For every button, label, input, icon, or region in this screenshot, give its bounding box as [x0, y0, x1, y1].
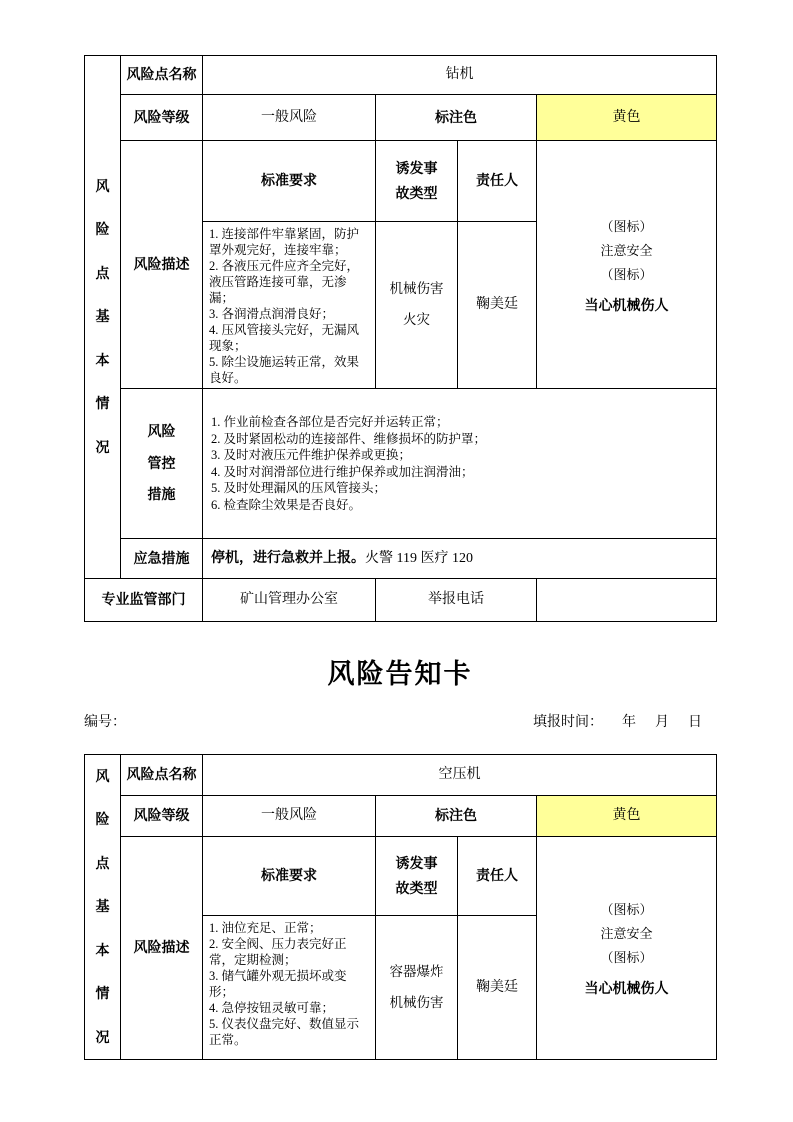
- side-category-cell: [85, 755, 121, 1060]
- list-item: 4. 压风管接头完好，无漏风现象；: [209, 323, 360, 353]
- sign-icon-placeholder: （图标）: [600, 902, 653, 917]
- marking-color-value: 黄色: [537, 796, 717, 837]
- fill-date-label: 填报时间：: [533, 715, 603, 730]
- side-category-label: 风 险 点 基 本 情 况: [95, 767, 110, 1045]
- accident-type-header-line1: 诱发事: [395, 854, 438, 871]
- emergency-action: 停机，进行急救并上报。: [211, 549, 365, 566]
- sign-caption: 注意安全: [600, 926, 653, 941]
- responsible-person-header: 责任人: [458, 141, 537, 222]
- sign-caption: 注意安全: [600, 242, 653, 258]
- serial-number-label: 编号：: [84, 715, 126, 730]
- list-item: 4. 及时对润滑部位进行维护保养或加注润滑油；: [211, 464, 474, 479]
- side-category-cell: [85, 56, 121, 579]
- supervising-department-value: 矿山管理办公室: [203, 579, 376, 622]
- list-item: 3. 储气罐外观无损坏或变形；: [209, 969, 347, 999]
- risk-control-label: [121, 389, 203, 539]
- sign-icon-placeholder: （图标）: [600, 218, 653, 234]
- page-title: 风险告知卡: [327, 659, 473, 689]
- warning-sign-area: [537, 141, 717, 389]
- document-page: [84, 0, 716, 1060]
- risk-control-label-line: 措施: [147, 486, 176, 503]
- sign-icon-placeholder: （图标）: [600, 950, 653, 965]
- accident-type-header-line2: 故类型: [395, 185, 438, 201]
- meta-line: [84, 710, 716, 732]
- risk-control-measures-list: [203, 389, 717, 539]
- report-hotline-value: [537, 579, 717, 622]
- list-item: 2. 及时紧固松动的连接部件、维修损坏的防护罩；: [211, 431, 487, 446]
- date-day-label: 日: [688, 715, 702, 730]
- risk-control-label-line: 风险: [147, 423, 176, 440]
- risk-description-label: 风险描述: [121, 141, 203, 389]
- sign-caption-warning: 当心机械伤人: [584, 296, 669, 313]
- standard-requirements-header: 标准要求: [203, 141, 376, 222]
- date-month-label: 月: [655, 715, 669, 730]
- risk-point-name-value: 钻机: [203, 56, 717, 95]
- accident-type-values: [376, 916, 458, 1060]
- risk-control-label-line: 管控: [147, 454, 176, 471]
- list-item: 6. 检查除尘效果是否良好。: [211, 497, 362, 512]
- marking-color-label: 标注色: [376, 95, 537, 141]
- risk-level-label: 风险等级: [121, 796, 203, 837]
- risk-card-table-2: [84, 754, 717, 1060]
- accident-type-header-line1: 诱发事: [395, 159, 438, 176]
- standard-requirements-list: [203, 222, 376, 389]
- list-item: 5. 及时处理漏风的压风管接头；: [211, 481, 387, 495]
- responsible-person-value: 鞠美廷: [458, 222, 537, 389]
- list-item: 3. 各润滑点润滑良好；: [209, 307, 335, 321]
- list-item: 3. 及时对液压元件维护保养或更换；: [211, 448, 412, 462]
- accident-type: 机械伤害: [389, 281, 444, 297]
- accident-type: 机械伤害: [389, 994, 444, 1010]
- standard-requirements-header: 标准要求: [203, 837, 376, 916]
- date-year-label: 年: [622, 715, 636, 730]
- risk-point-name-label: 风险点名称: [121, 56, 203, 95]
- risk-point-name-label: 风险点名称: [121, 755, 203, 796]
- risk-card-table-1: [84, 55, 717, 622]
- supervising-department-label: 专业监管部门: [85, 579, 203, 622]
- responsible-person-header: 责任人: [458, 837, 537, 916]
- warning-sign-area: [537, 837, 717, 1060]
- risk-point-name-value: 空压机: [203, 755, 717, 796]
- list-item: 1. 油位充足、正常；: [209, 921, 322, 935]
- emergency-phones: 火警 119 医疗 120: [365, 551, 473, 567]
- accident-type: 火灾: [403, 312, 430, 327]
- list-item: 1. 作业前检查各部位是否完好并运转正常；: [211, 415, 449, 429]
- marking-color-value: 黄色: [537, 95, 717, 141]
- risk-level-label: 风险等级: [121, 95, 203, 141]
- risk-level-value: 一般风险: [203, 95, 376, 141]
- emergency-measures-value: [203, 539, 717, 579]
- list-item: 5. 仪表仪盘完好、数值显示正常。: [209, 1017, 360, 1047]
- side-category-label: 风 险 点 基 本 情 况: [95, 177, 110, 455]
- sign-icon-placeholder: （图标）: [600, 266, 653, 282]
- marking-color-label: 标注色: [376, 796, 537, 837]
- sign-caption-warning: 当心机械伤人: [584, 980, 669, 996]
- risk-description-label: 风险描述: [121, 837, 203, 1060]
- risk-level-value: 一般风险: [203, 796, 376, 837]
- report-hotline-label: 举报电话: [376, 579, 537, 622]
- accident-type: 容器爆炸: [389, 963, 444, 979]
- accident-type-header-line2: 故类型: [395, 880, 438, 896]
- list-item: 2. 安全阀、压力表完好正常，定期检测；: [209, 937, 347, 967]
- emergency-measures-label: 应急措施: [121, 539, 203, 579]
- list-item: 4. 急停按钮灵敏可靠；: [209, 1001, 335, 1015]
- list-item: 5. 除尘设施运转正常，效果良好。: [209, 355, 360, 385]
- list-item: 1. 连接部件牢靠紧固，防护罩外观完好，连接牢靠；: [209, 227, 360, 257]
- list-item: 2. 各液压元件应齐全完好，液压管路连接可靠，无渗漏；: [209, 259, 360, 305]
- standard-requirements-list: [203, 916, 376, 1060]
- accident-type-header: [376, 141, 458, 222]
- accident-type-header: [376, 837, 458, 916]
- responsible-person-value: 鞠美廷: [458, 916, 537, 1060]
- accident-type-values: [376, 222, 458, 389]
